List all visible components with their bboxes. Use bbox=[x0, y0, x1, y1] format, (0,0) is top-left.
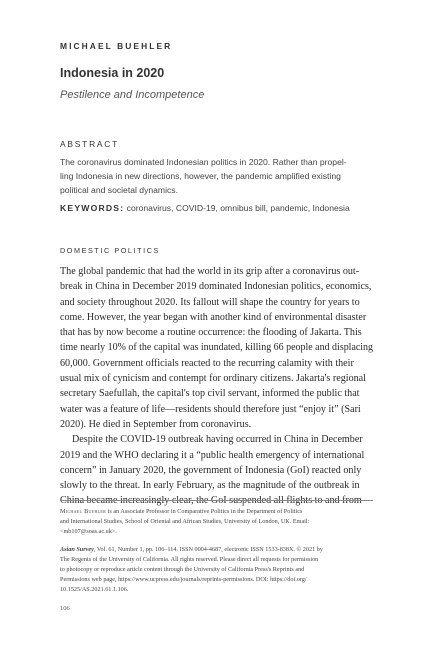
body-line: concern” in January 2020, the government of Indonesia (GoI) reacted only bbox=[60, 464, 362, 476]
body-line: usual mix of cynicism and contempt for ordinary citizens. Jakarta's regional bbox=[60, 373, 366, 385]
body-line: secretary Saefullah, the capital's top civil servant, informed the public that bbox=[60, 388, 360, 400]
footnote-line: to photocopy or reproduce article content through the University of California Press's Reprints and bbox=[60, 566, 305, 573]
body-line: The global pandemic that had the world in its grip after a coronavirus out- bbox=[60, 266, 360, 277]
article-subtitle: Pestilence and Incompetence bbox=[60, 89, 205, 101]
body-line: come. However, the year began with another kind of environmental disaster bbox=[60, 311, 367, 323]
footnote-line: 10.1525/AS.2021.61.1.106. bbox=[60, 586, 129, 593]
body-line: break in China in December 2019 dominated Indonesian politics, economics, bbox=[60, 281, 372, 293]
footnote-line: <mb107@soas.ac.uk>. bbox=[60, 528, 117, 535]
footnote-line: and International Studies, School of Oriental and African Studies, University of London, UK. Email: bbox=[60, 518, 310, 525]
body-line: and society throughout 2020. Its fallout will shape the country for years to bbox=[60, 296, 360, 308]
body-line: 60,000. Government officials reacted to the recurring calamity with their bbox=[60, 357, 354, 369]
abstract-line: political and societal dynamics. bbox=[60, 185, 178, 195]
article-title: Indonesia in 2020 bbox=[60, 66, 165, 80]
body-line: time nearly 10% of the capital was inundated, killing 66 people and displacing bbox=[60, 342, 374, 354]
footnote-divider bbox=[60, 500, 373, 501]
body-line: that has by now become a routine occurrence: the flooding of Jakarta. This bbox=[60, 327, 362, 339]
footnote-line: Permissions web page, https://www.ucpress.edu/journals/reprints-permissions. DOI: https://doi.org/ bbox=[60, 576, 307, 583]
keywords-label: KEYWORDS: bbox=[60, 203, 125, 213]
abstract-heading: ABSTRACT bbox=[60, 139, 120, 149]
footnote-line: The Regents of the University of California. All rights reserved. Please direct all requests for permission bbox=[60, 556, 319, 563]
body-text bbox=[60, 264, 373, 509]
footnote-line: Michael Buehler is an Associate Professor in Comparative Politics in the Department of Politics bbox=[60, 508, 303, 515]
body-line: 2019 and the WHO declaring it a “public health emergency of international bbox=[60, 449, 365, 461]
body-line: slowly to the threat. In early February, as the magnitude of the outbreak in bbox=[60, 480, 360, 492]
body-line: China became increasingly clear, the GoI suspended all flights to and from bbox=[60, 495, 362, 507]
keywords-line bbox=[60, 203, 373, 213]
keywords-text: coronavirus, COVID-19, omnibus bill, pandemic, Indonesia bbox=[124, 203, 350, 213]
author-name: MICHAEL BUEHLER bbox=[60, 41, 173, 51]
section-heading: DOMESTIC POLITICS bbox=[60, 246, 160, 255]
footnote-line: Asian Survey, Vol. 61, Number 1, pp. 106–114. ISSN 0004-4687, electronic ISSN 1533-838X. © 2021 by bbox=[60, 546, 323, 553]
footnote-author-name: Michael Buehler bbox=[60, 508, 107, 515]
body-line: water was a feature of life—residents should therefore just “enjoy it” (Sari bbox=[60, 403, 361, 415]
citation-footnote bbox=[60, 545, 373, 595]
abstract-line: ling Indonesia in new directions, however, the pandemic amplified existing bbox=[60, 171, 341, 181]
body-line: Despite the COVID-19 outbreak having occurred in China in December bbox=[72, 434, 363, 446]
abstract-line: The coronavirus dominated Indonesian politics in 2020. Rather than propel- bbox=[60, 157, 347, 167]
abstract-body bbox=[60, 155, 373, 197]
journal-name: Asian Survey bbox=[60, 546, 94, 553]
body-line: 2020). He died in September from coronavirus. bbox=[60, 418, 252, 430]
page-number: 106 bbox=[60, 605, 70, 612]
article-page bbox=[60, 0, 373, 648]
author-footnote bbox=[60, 507, 373, 537]
